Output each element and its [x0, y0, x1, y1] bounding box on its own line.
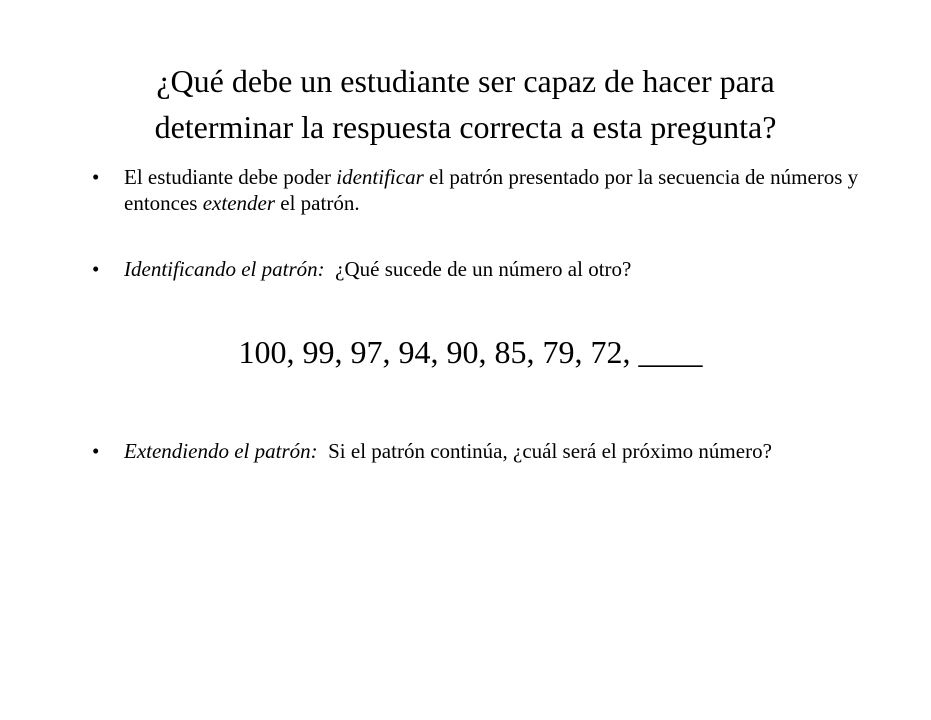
bullet-text-part: el patrón. [275, 191, 360, 215]
bullet-text [124, 438, 872, 464]
bullet-text [124, 164, 872, 216]
title-line-1: ¿Qué debe un estudiante ser capaz de hacer para [156, 63, 775, 99]
bullet-text-part: Si el patrón continúa, ¿cuál será el próximo número? [317, 439, 772, 463]
bullet-dot: • [92, 439, 100, 463]
bullet-item-1 [92, 164, 872, 216]
bullet-text [124, 256, 872, 282]
bullet-item-3 [92, 438, 872, 464]
bullet-item-2 [92, 256, 872, 282]
bullet-text-part: ¿Qué sucede de un número al otro? [324, 257, 632, 281]
sequence-text: 100, 99, 97, 94, 90, 85, 79, 72, ____ [238, 334, 703, 370]
bullet-text-part: El estudiante debe poder [124, 165, 337, 189]
bullet-label: Extendiendo el patrón: [124, 439, 318, 463]
number-sequence [0, 332, 931, 372]
bullet-emphasis: identificar [336, 165, 424, 189]
bullet-dot: • [92, 257, 100, 281]
bullet-dot: • [92, 165, 100, 189]
title-line-2: determinar la respuesta correcta a esta pregunta? [154, 109, 777, 145]
bullet-emphasis: extender [202, 191, 276, 215]
bullet-text-part: el patrón presentado por la secuencia de números y entonces [124, 165, 859, 215]
slide-title [60, 58, 871, 150]
bullet-label: Identificando el patrón: [124, 257, 325, 281]
